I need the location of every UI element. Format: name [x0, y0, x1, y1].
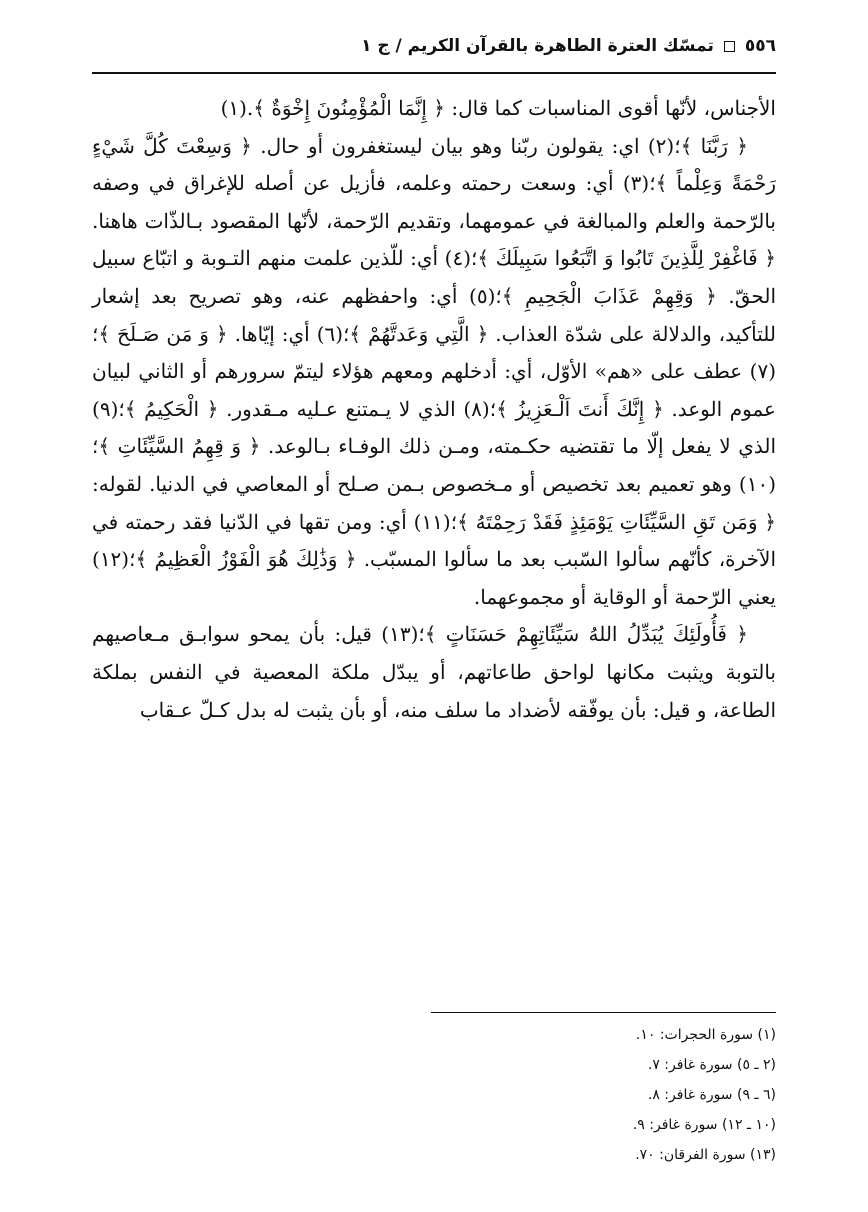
page-number: ٥٥٦ — [744, 36, 776, 56]
footnotes — [376, 1020, 776, 1170]
footnote-2: (٢ ـ ٥) سورة غافر: ٧. — [647, 1057, 776, 1073]
footnote-1: (١) سورة الحجرات: ١٠. — [635, 1027, 776, 1043]
header-rule — [92, 72, 776, 74]
running-header — [90, 30, 776, 62]
running-title: تمسّك العترة الطاهرة بالقرآن الكريم / ج ١ — [361, 36, 714, 56]
main-text — [92, 90, 776, 729]
paragraph-2: ﴿ رَبَّنَا ﴾؛(٢) اي: يقولون ربّنا وهو بيان ليستغفرون أو حال. ﴿ وَسِعْتَ كُلَّ شَيْءٍ رَحْمَةً وَعِلْماً ﴾؛(٣) أي: وسعت رحمته وعلمه، فأزيل عن أصله للإغراق في وصفه بالرّحمة والعلم والمبالغة في عمومهما، وتقديم الرّحمة، لأنّها المقصود بـالذّات هاهنا. ﴿ فَاغْفِرْ لِلَّذِينَ تَابُوا وَ اتَّبَعُوا سَبِيلَكَ ﴾؛(٤) أي: للّذين علمت منهم التـوبة و اتبّاع سبيل الحقّ. ﴿ وَقِهِمْ عَذَابَ الْجَحِيمِ ﴾؛(٥) أي: واحفظهم عنه، وهو تصريح بعد إشعار للتأكيد، والدلالة على شدّة العذاب. ﴿ الَّتِي وَعَدتَّهُمْ ﴾؛(٦) أي: إيّاها. ﴿ وَ مَن صَـلَحَ ﴾؛(٧) عطف على «هم» الأوّل، أي: أدخلهم ومعهم هؤلاء ليتمّ سرورهم أو الثاني لبيان عموم الوعد. ﴿ إِنَّكَ أَنتَ اَلْـعَزِيزُ ﴾؛(٨) الذي لا يـمتنع عـليه مـقدور. ﴿ الْحَكِيمُ ﴾؛(٩) الذي لا يفعل إلّا ما تقتضيه حكـمته، ومـن ذلك الوفـاء بـالوعد. ﴿ وَ قِهِمُ السَّيِّئَاتِ ﴾؛(١٠) وهو تعميم بعد تخصيص أو مـخصوص بـمن صـلح أو المعاصي في الدنيا. لقوله: ﴿ وَمَن تَقِ السَّيِّئَاتِ يَوْمَئِذٍ فَقَدْ رَحِمْتَهُ ﴾؛(١١) أي: ومن تقها في الدّنيا فقد رحمته في الآخرة، كأنّهم سألوا السّبب بعد ما سألوا المسبّب. ﴿ وَذَٰلِكَ هُوَ الْفَوْزُ الْعَظِيمُ ﴾؛(١٢) يعني الرّحمة أو الوقاية أو مجموعهما. — [92, 133, 776, 609]
footnote-3: (٦ ـ ٩) سورة غافر: ٨. — [647, 1087, 776, 1103]
square-ornament-icon — [724, 41, 735, 52]
paragraph-3: ﴿ فَأُولَئِكَ يُبَدِّلُ اللهُ سَيِّئَاتِهِمْ حَسَنَاتٍ ﴾؛(١٣) قيل: بأن يمحو سوابـق مـعاصيهم بالتوبة ويثبت مكانها لواحق طاعاتهم، أو يبدّل ملكة المعصية في النفس بملكة الطاعة، و قيل: بأن يوفّقه لأضداد ما سلف منه، أو بأن يثبت له بدل كـلّ عـقاب — [92, 622, 776, 722]
footnote-5: (١٣) سورة الفرقان: ٧٠. — [635, 1147, 776, 1163]
footnote-rule — [431, 1012, 776, 1013]
footnote-4: (١٠ ـ ١٢) سورة غافر: ٩. — [632, 1117, 776, 1133]
paragraph-1: الأجناس، لأنّها أقوى المناسبات كما قال: ﴿ إِنَّمَا الْمُؤْمِنُونَ إِخْوَةٌ ﴾.(١) — [220, 96, 776, 120]
